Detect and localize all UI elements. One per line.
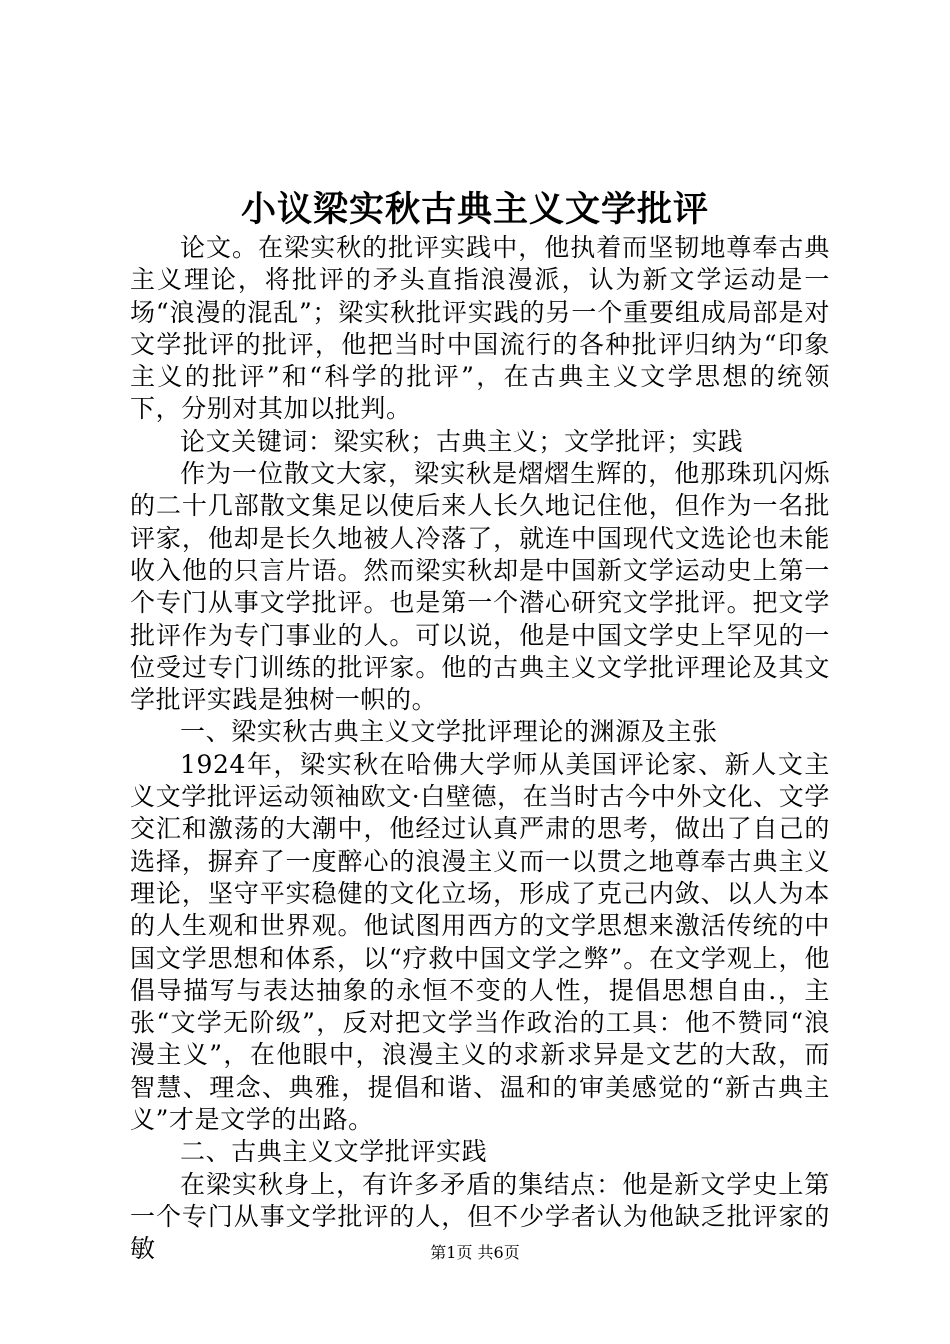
document-body	[130, 232, 830, 1266]
section-1-paragraph: 1924年，梁实秋在哈佛大学师从美国评论家、新人文主义文学批评运动领袖欧文·白壁德，在当时古今中外文化、文学交汇和激荡的大潮中，他经过认真严肃的思考，做出了自己的选择，摒弃了一度醉心的浪漫主义而一以贯之地尊奉古典主义理论，坚守平实稳健的文化立场，形成了克己内敛、以人为本的人生观和世界观。他试图用西方的文学思想来激活传统的中国文学思想和体系，以“疗救中国文学之弊”。在文学观上，他倡导描写与表达抽象的永恒不变的人性，提倡思想自由.，主张“文学无阶级”，反对把文学当作政治的工具：他不赞同“浪漫主义”，在他眼中，浪漫主义的求新求异是文艺的大敌，而智慧、理念、典雅，提倡和谐、温和的审美感觉的“新古典主义”才是文学的出路。	[130, 749, 830, 1135]
section-heading-2: 二、古典主义文学批评实践	[180, 1137, 488, 1167]
keywords-paragraph: 论文关键词：梁实秋；古典主义；文学批评；实践	[180, 426, 744, 456]
intro-paragraph: 作为一位散文大家，梁实秋是熠熠生辉的，他那珠玑闪烁的二十几部散文集足以使后来人长久地记住他，但作为一名批评家，他却是长久地被人冷落了，就连中国现代文选论也未能收入他的只言片语。然而梁实秋却是中国新文学运动史上第一个专门从事文学批评。也是第一个潜心研究文学批评。把文学批评作为专门事业的人。可以说，他是中国文学史上罕见的一位受过专门训练的批评家。他的古典主义文学批评理论及其文学批评实践是独树一帜的。	[130, 459, 830, 715]
section-2-paragraph: 在梁实秋身上，有许多矛盾的集结点：他是新文学史上第一个专门从事文学批评的人，但不少学者认为他缺乏批评家的敏	[130, 1169, 830, 1264]
abstract-paragraph: 论文。在梁实秋的批评实践中，他执着而坚韧地尊奉古典主义理论，将批评的矛头直指浪漫派，认为新文学运动是一场“浪漫的混乱”；梁实秋批评实践的另一个重要组成局部是对文学批评的批评，他把当时中国流行的各种批评归纳为“印象主义的批评”和“科学的批评”，在古典主义文学思想的统领下，分别对其加以批判。	[130, 233, 830, 424]
section-heading-1: 一、梁实秋古典主义文学批评理论的渊源及主张	[180, 717, 718, 747]
page-footer: 第1页 共6页	[430, 1243, 520, 1262]
document-title: 小议梁实秋古典主义文学批评	[240, 189, 709, 230]
